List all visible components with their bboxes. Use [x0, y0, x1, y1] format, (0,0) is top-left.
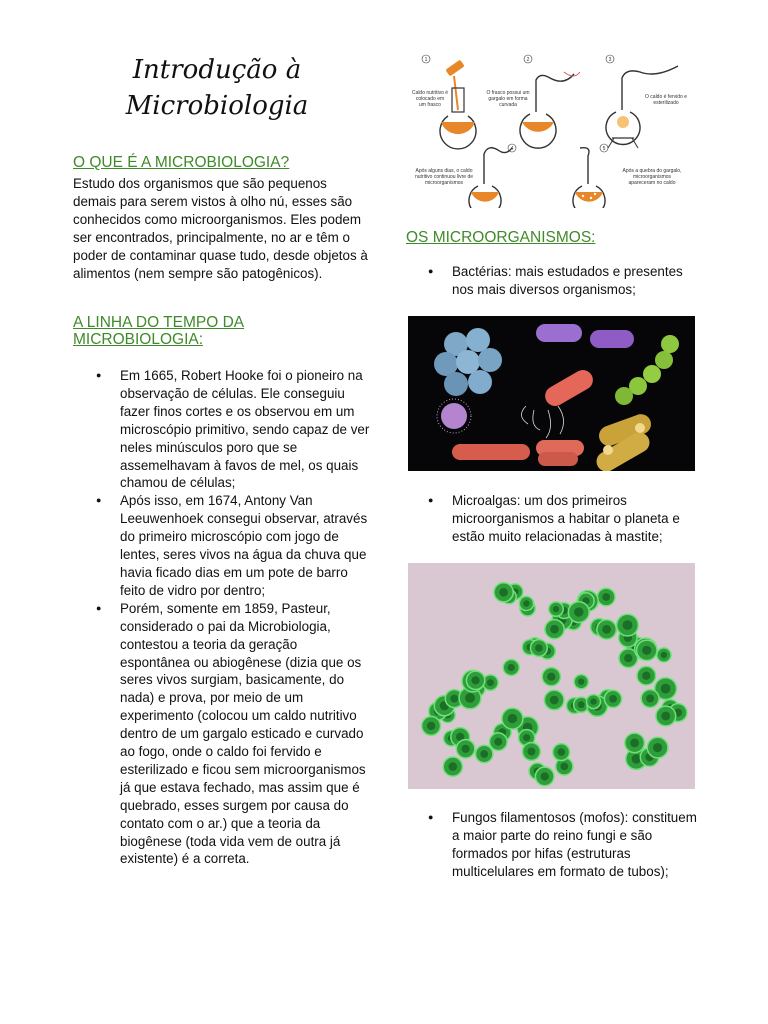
algae-cell-core	[535, 644, 543, 652]
step-3-number: 3	[608, 57, 612, 63]
microorganism-dot	[582, 195, 584, 197]
microorganism-dot	[590, 197, 592, 199]
algae-cell-core	[609, 695, 617, 703]
algae-cell-core	[632, 754, 641, 763]
microorganism-dot	[594, 193, 596, 195]
step-1-caption-line-2: colocado em	[415, 96, 445, 102]
timeline-item-1665: ● Em 1665, Robert Hooke foi o pioneiro na observação de células. Ele conseguiu fazer finos cortes e os observou em um microscópio primitivo, sendo capaz de ver neles minúsculos poro que se assemelhavam à favos de mel, os quais chamou de células;	[120, 367, 370, 492]
algae-cell-core	[602, 625, 611, 634]
pouring-stream	[454, 76, 458, 110]
algae-cell-core	[553, 606, 559, 612]
algae-cell-core	[523, 600, 529, 606]
broth	[441, 122, 475, 134]
algae-cell-core	[523, 734, 530, 741]
title-line-1: Introdução à	[132, 55, 302, 85]
algae-cell-core	[480, 750, 488, 758]
fungi-item: ● Fungos filamentosos (mofos): constituem a maior parte do reino fungi e são formados por hifas (estruturas multicelulares em formato de tubos);	[452, 809, 697, 881]
algae-cell-core	[527, 748, 535, 756]
algae-cell-core	[427, 722, 435, 730]
algae-cell-core	[578, 679, 584, 685]
algae-cell-core	[547, 673, 555, 681]
algae-cell-core	[630, 739, 639, 748]
algae-cell-core	[642, 672, 650, 680]
algae-cell-core	[557, 748, 565, 756]
algae-cell-core	[646, 695, 654, 703]
bacteria-image	[408, 316, 695, 471]
rod-bacterium-red	[538, 452, 578, 466]
step-1-number: 1	[424, 57, 428, 63]
algae-cell-core	[449, 762, 458, 771]
timeline-item-1859: ● Porém, somente em 1859, Pasteur, considerado o pai da Microbiologia, contestou a teoria da geração espontânea ou abiogênese (dizia que os seres vivos surgiam, basicamente, do nada) e prova, por meio de um experimento (colocou um caldo nutritivo dentro de um gargalo esticado e curvado ao fogo, onde o caldo foi fervido e esterilizado e ficou sem microorganismos já que estava fechado, mas assim que é quebrado, esses surgem por causa do contato com o ar.) que a teoria da biogênese (toda vida vem de outra já existente) é a correta.	[120, 600, 370, 869]
algae-cell-core	[541, 772, 549, 780]
algae-cell-core	[661, 684, 671, 694]
algae-cell-core	[642, 646, 651, 655]
step-5-caption-line-1: Após a quebra do gargalo,	[622, 168, 682, 174]
intro-text: Estudo dos organismos que são pequenos demais para serem vistos à olho nú, esses são conhecidos como microorganismos. Eles podem ser encontrados, principalmente, no ar e têm o poder de contaminar quase tudo, desde objetos à alimentos (nem sempre são patogênicos).	[73, 176, 368, 281]
algae-cell-core	[653, 743, 662, 752]
algae-cell-core	[574, 607, 583, 616]
rod-bacterium-purple	[536, 324, 582, 342]
step-3-flask	[606, 55, 687, 148]
algae-cell-core	[602, 593, 610, 601]
algae-cell-core	[462, 745, 470, 753]
microalgae-item: ● Microalgas: um dos primeiros microorganismos a habitar o planeta e estão muito relacionadas à mastite;	[452, 492, 697, 546]
page-title	[112, 52, 322, 124]
algae-cell-core	[578, 701, 585, 708]
algae-cell-core	[465, 693, 475, 703]
curved-neck	[536, 74, 574, 112]
step-1-caption-line-1: Caldo nutritivo é	[411, 90, 449, 96]
microorganisms-heading: OS MICROORGANISMOS:	[406, 229, 596, 246]
step-1-caption-line-3: um frasco	[419, 102, 441, 108]
algae-cell-core	[508, 664, 515, 671]
intro-heading: O QUE É A MICROBIOLOGIA?	[73, 154, 290, 171]
pasteur-experiment-figure	[408, 50, 696, 208]
timeline-list	[120, 367, 370, 868]
contaminated-broth	[575, 192, 603, 202]
step-5-caption-line-2: microorganismos	[632, 174, 672, 180]
microalgae-image	[408, 563, 695, 789]
step-3-caption-line-1: O caldo é fervido e	[645, 94, 687, 100]
boiling-broth	[617, 116, 629, 128]
step-4-flask	[415, 144, 516, 208]
step-4-caption-line-2: nutritivo continuou livre de	[414, 174, 474, 180]
algae-cell-core	[499, 588, 508, 597]
algae-cell-core	[508, 714, 517, 723]
step-4-caption-line-3: microorganismos	[424, 180, 464, 186]
algae-cell-core	[472, 676, 480, 684]
broth	[522, 122, 554, 132]
broth	[471, 192, 499, 202]
step-5-caption-line-3: apareceram no caldo	[628, 180, 676, 186]
rod-bacterium-purple	[590, 330, 634, 348]
algae-cell-core	[450, 695, 458, 703]
step-5-flask	[573, 144, 681, 208]
pouring-beaker	[445, 60, 464, 77]
timeline-item-1674: ● Após isso, em 1674, Antony Van Leeuwenhoek consegui observar, através do primeiro microscópio com jogo de lentes, seres vivos na água da chuva que havia ficado dias em um pote de barro feito de vidro por dentro;	[120, 492, 370, 599]
curved-neck	[484, 148, 512, 184]
step-1-flask	[412, 55, 476, 149]
bacteria-item: ● Bactérias: mais estudados e presentes nos mais diversos organismos;	[452, 263, 697, 299]
step-2-number: 2	[526, 57, 530, 63]
algae-cell-core	[624, 654, 632, 662]
algae-cell-core	[590, 698, 596, 704]
algae-cell-core	[623, 620, 633, 630]
step-2-caption-line-3: curvada	[499, 102, 517, 108]
step-2-caption-line-2: gargalo em forma	[488, 96, 528, 102]
step-3-caption-line-2: esterilizado	[653, 100, 679, 106]
algae-cell-core	[661, 712, 670, 721]
rod-bacterium-red	[452, 444, 530, 460]
algae-cell-core	[494, 738, 502, 746]
title-line-2: Microbiologia	[125, 91, 309, 121]
step-2-flask	[486, 55, 580, 148]
step-4-caption-line-1: Após alguns dias, o caldo	[415, 168, 473, 174]
timeline-heading: A LINHA DO TEMPO DA MICROBIOLOGIA:	[73, 314, 245, 348]
algae-cell-core	[550, 696, 559, 705]
algae-cell-core	[550, 625, 559, 634]
algae-cell-core	[487, 679, 494, 686]
step-2-caption-line-1: O frasco possui um	[486, 90, 530, 96]
step-5-number: 5	[602, 146, 606, 152]
step-4-number: 4	[510, 146, 514, 152]
algae-cell-core	[661, 652, 667, 658]
broken-neck	[580, 148, 589, 184]
algae-cell-core	[560, 763, 568, 771]
